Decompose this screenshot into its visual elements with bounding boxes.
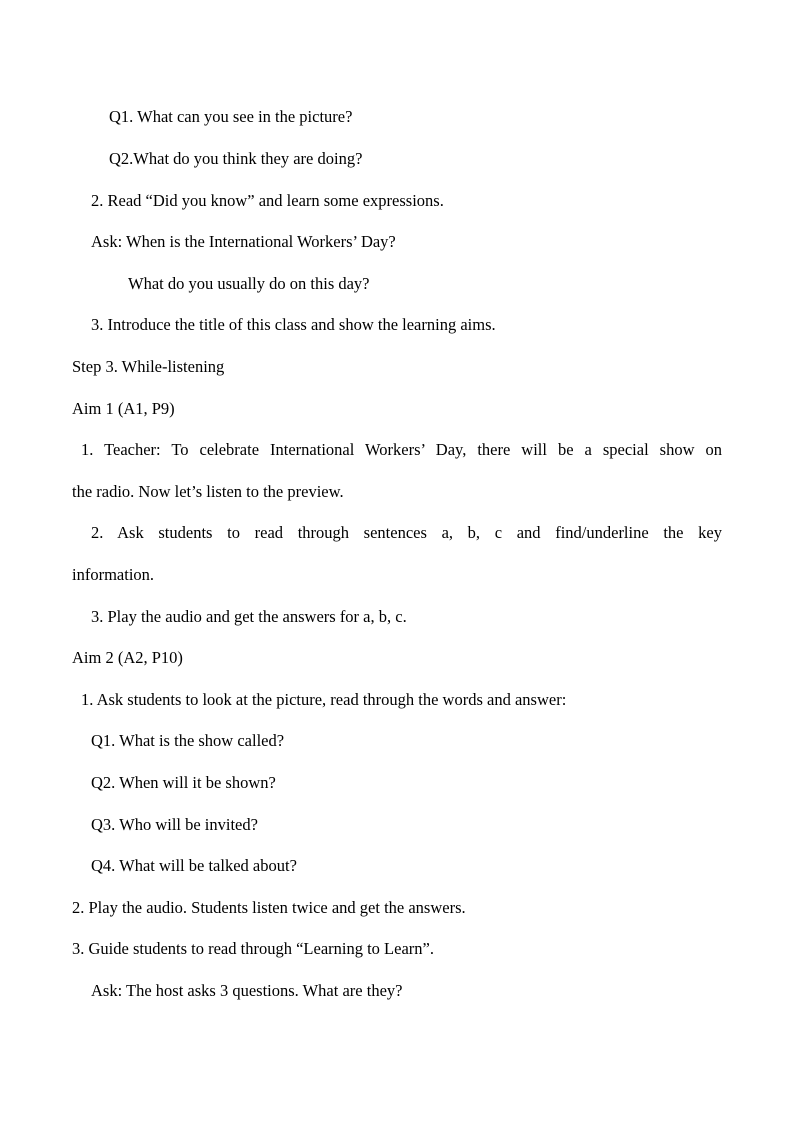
text-line: What do you usually do on this day? (128, 274, 370, 293)
aim-heading: Aim 1 (A1, P9) (72, 399, 175, 418)
text-line: Q3. Who will be invited? (91, 815, 258, 834)
text-line: 2. Ask students to read through sentences a, b, c and find/underline the key (91, 523, 722, 542)
text-line: 1. Teacher: To celebrate International Workers’ Day, there will be a special show on (81, 440, 722, 459)
text-line: 1. Ask students to look at the picture, read through the words and answer: (81, 690, 567, 709)
text-line: 2. Play the audio. Students listen twice and get the answers. (72, 898, 466, 917)
text-line: 3. Guide students to read through “Learning to Learn”. (72, 939, 434, 958)
text-line: Q2. When will it be shown? (91, 773, 276, 792)
text-line: information. (72, 565, 155, 584)
text-line: Q4. What will be talked about? (91, 856, 297, 875)
text-line: Q1. What can you see in the picture? (109, 107, 353, 126)
text-line: 2. Read “Did you know” and learn some expressions. (91, 191, 444, 210)
text-line: 3. Play the audio and get the answers for a, b, c. (91, 607, 407, 626)
text-line: Ask: The host asks 3 questions. What are they? (91, 981, 403, 1000)
text-line: Ask: When is the International Workers’ Day? (91, 232, 396, 251)
text-line: 3. Introduce the title of this class and show the learning aims. (91, 315, 496, 334)
aim-heading: Aim 2 (A2, P10) (72, 648, 183, 667)
text-line: the radio. Now let’s listen to the preview. (72, 482, 344, 501)
text-line: Q1. What is the show called? (91, 731, 285, 750)
section-heading: Step 3. While-listening (72, 357, 225, 376)
text-line: Q2.What do you think they are doing? (109, 149, 363, 168)
